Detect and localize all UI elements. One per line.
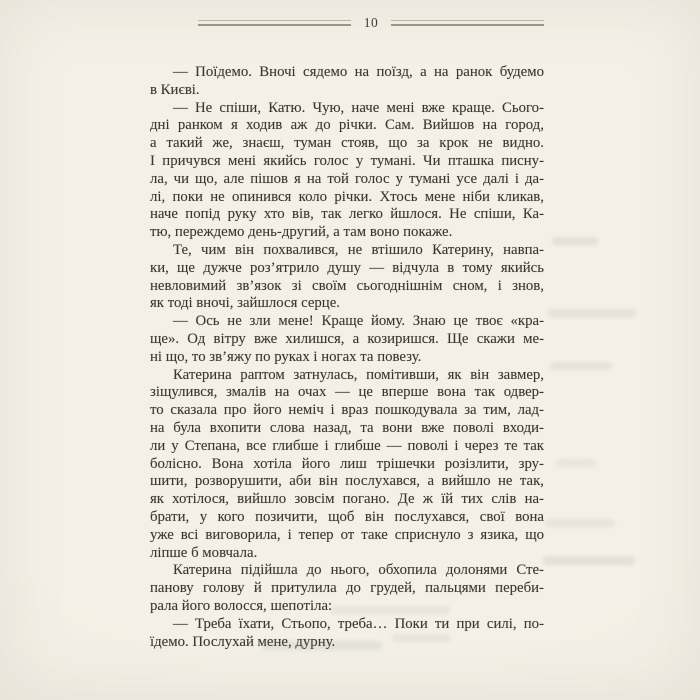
running-head <box>198 16 544 30</box>
text-line: панову голову й притулила до грудей, пальцями переби- <box>150 580 544 597</box>
header-rule-left <box>198 20 351 26</box>
text-line: ще». Од вітру вже хилишся, а козиришся. Ще скажи ме- <box>150 330 544 347</box>
paragraph-dialogue <box>150 313 544 366</box>
show-through-smudge <box>543 556 635 565</box>
paragraph <box>150 562 544 615</box>
show-through-smudge <box>545 519 615 527</box>
text-line: ні що, то зв’яжу по руках і ногах та повезу. <box>150 348 422 365</box>
text-line: ла, чи що, але пішов я на той голос у тумані усе далі і да- <box>150 170 544 187</box>
text-line: болісно. Вона хотіла його лиш трішечки розізлити, зру- <box>150 455 544 472</box>
show-through-smudge <box>552 237 598 245</box>
text-line: рала його волосся, шепотіла: <box>150 597 333 614</box>
text-line: Катерина підійшла до нього, обхопила долонями Сте- <box>173 562 544 579</box>
paragraph <box>150 367 544 563</box>
paragraph-dialogue <box>150 100 544 242</box>
paragraph <box>150 242 544 313</box>
text-line: невловимий зв’язок зі своїм сьогоднішнім сном, і знов, <box>150 277 544 294</box>
text-line: в Києві. <box>150 81 200 98</box>
text-line: а такий же, знаєш, туман стояв, що за крок не видно. <box>150 135 544 152</box>
show-through-smudge <box>548 309 636 318</box>
paragraph-dialogue <box>150 616 544 652</box>
header-rule-right <box>391 20 544 26</box>
page-number: 10 <box>363 15 379 30</box>
text-line: шити, розворушити, аби він послухався, а вийшло не так, <box>150 473 544 490</box>
paragraph-dialogue <box>150 64 544 100</box>
show-through-smudge <box>556 459 596 467</box>
text-line: уже всі виговорила, і тепер от таке сприснуло з язика, що <box>150 526 544 543</box>
text-line: наче попід руку хто вів, так легко йшлося. Не спіши, Ка- <box>150 206 544 223</box>
text-line: — Ось не зли мене! Краще йому. Знаю це твоє «кра- <box>173 313 544 330</box>
text-line: ліпше б мовчала. <box>150 544 258 561</box>
text-line: лі, поки не опинився коло річки. Хтось мене ніби кликав, <box>150 188 544 205</box>
text-line: ли у Степана, все глибше і глибше — поволі і через те так <box>150 437 544 454</box>
text-line: — Не спіши, Катю. Чую, наче мені вже краще. Сього- <box>173 99 544 116</box>
text-line: Катерина раптом затнулась, помітивши, як він завмер, <box>173 366 544 383</box>
show-through-smudge <box>550 362 612 370</box>
text-line: зіщулився, змалів на очах — це вперше вона так одвер- <box>150 384 544 401</box>
text-line: на була вхопити слова назад, та вони вже поволі входи- <box>150 419 544 436</box>
text-line: І причувся мені якийсь голос у тумані. Чи пташка писну- <box>150 152 544 169</box>
text-line: Те, чим він похвалився, не втішило Катерину, навпа- <box>173 241 544 258</box>
text-line: брати, у кого позичити, щоб він послухався, свої вона <box>150 508 544 525</box>
text-line: їдемо. Послухай мене, дурну. <box>150 633 336 650</box>
text-line: як хотілося, вийшло зовсім погано. Де ж їй тих слів на- <box>150 491 544 508</box>
text-line: дні ранком я ходив аж до річки. Сам. Вийшов на город, <box>150 117 544 134</box>
text-line: то сказала про його неміч і враз пошкодувала за тим, лад- <box>150 402 544 419</box>
text-line: ки, ще дужче роз’ятрило душу — відчула в тому якийсь <box>150 259 544 276</box>
text-block <box>150 64 544 651</box>
text-line: — Треба їхати, Стьопо, треба… Поки ти при силі, по- <box>173 615 544 632</box>
text-line: — Поїдемо. Вночі сядемо на поїзд, а на ранок будемо <box>173 64 544 80</box>
text-line: тю, переждемо день-другий, а там воно покаже. <box>150 224 453 241</box>
text-line: як тоді вночі, зайшлося серце. <box>150 295 340 312</box>
